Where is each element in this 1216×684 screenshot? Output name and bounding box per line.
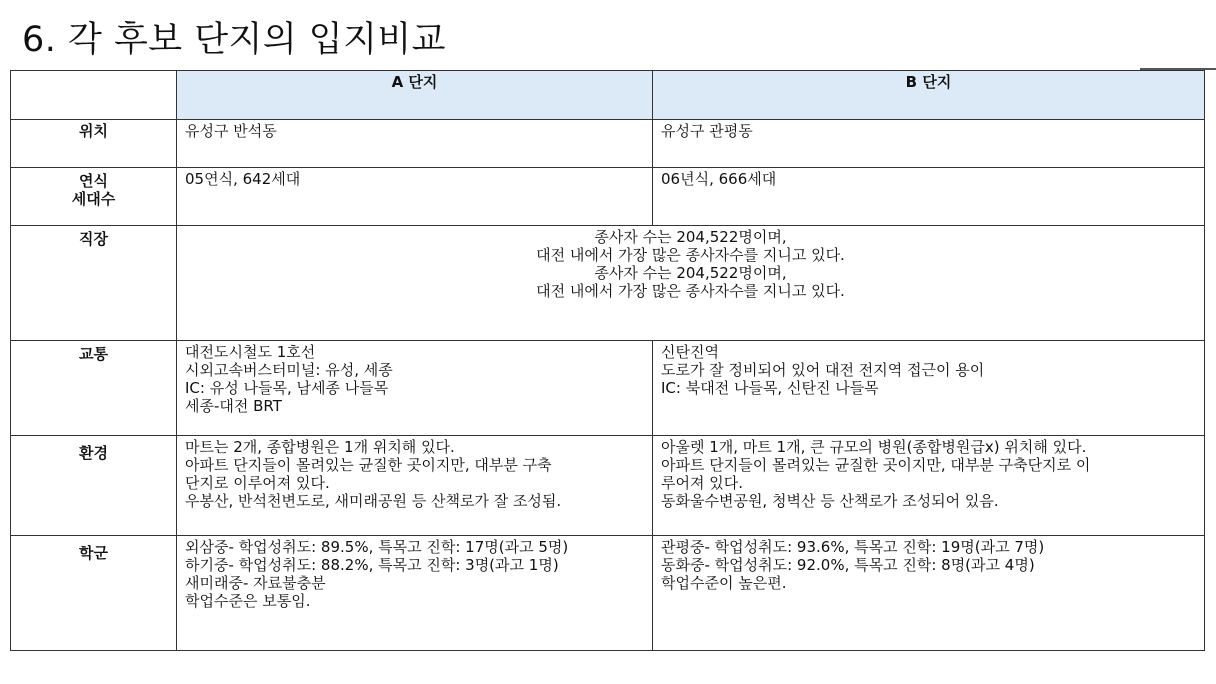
label-age: 연식 bbox=[79, 172, 108, 190]
age-b: 06년식, 666세대 bbox=[653, 168, 1205, 226]
row-school-district bbox=[11, 536, 1205, 651]
row-transport bbox=[11, 341, 1205, 436]
environment-a-line: 우봉산, 반석천변도로, 새미래공원 등 산책로가 잘 조성됨. bbox=[185, 492, 562, 510]
label-households: 세대수 bbox=[71, 190, 116, 208]
jobs-line: 대전 내에서 가장 많은 종사자수를 지니고 있다. bbox=[536, 246, 845, 264]
label-location: 위치 bbox=[11, 120, 177, 168]
environment-b-line: 동화울수변공원, 청벽산 등 산책로가 조성되어 있음. bbox=[661, 492, 999, 510]
label-environment: 환경 bbox=[11, 436, 177, 536]
location-a: 유성구 반석동 bbox=[177, 120, 653, 168]
header-blank-cell bbox=[11, 71, 177, 120]
location-b: 유성구 관평동 bbox=[653, 120, 1205, 168]
comparison-table bbox=[10, 70, 1205, 651]
age-a: 05연식, 642세대 bbox=[177, 168, 653, 226]
transport-a bbox=[177, 341, 653, 436]
school-a bbox=[177, 536, 653, 651]
environment-a bbox=[177, 436, 653, 536]
row-jobs bbox=[11, 226, 1205, 341]
school-b bbox=[653, 536, 1205, 651]
transport-a-line: IC: 유성 나들목, 남세종 나들목 bbox=[185, 379, 389, 397]
school-a-line: 학업수준은 보통임. bbox=[185, 592, 311, 610]
environment-b-line: 루어져 있다. bbox=[661, 474, 743, 492]
environment-b bbox=[653, 436, 1205, 536]
environment-b-line: 아울렛 1개, 마트 1개, 큰 규모의 병원(종합병원급x) 위치해 있다. bbox=[661, 438, 1087, 456]
label-age-households bbox=[11, 168, 177, 226]
transport-a-line: 대전도시철도 1호선 bbox=[185, 343, 316, 361]
header-row bbox=[11, 71, 1205, 120]
label-school-district: 학군 bbox=[11, 536, 177, 651]
header-complex-a: A 단지 bbox=[177, 71, 653, 120]
transport-b-line: IC: 북대전 나들목, 신탄진 나들목 bbox=[661, 379, 879, 397]
jobs-line: 대전 내에서 가장 많은 종사자수를 지니고 있다. bbox=[536, 282, 845, 300]
school-a-line: 새미래중- 자료불충분 bbox=[185, 574, 326, 592]
transport-b bbox=[653, 341, 1205, 436]
school-b-line: 동화중- 학업성취도: 92.0%, 특목고 진학: 8명(과고 4명) bbox=[661, 556, 1035, 574]
environment-b-line: 아파트 단지들이 몰려있는 균질한 곳이지만, 대부분 구축단지로 이 bbox=[661, 456, 1091, 474]
environment-a-line: 단지로 이루어져 있다. bbox=[185, 474, 330, 492]
transport-b-line: 도로가 잘 정비되어 있어 대전 전지역 접근이 용이 bbox=[661, 361, 985, 379]
environment-a-line: 아파트 단지들이 몰려있는 균질한 곳이지만, 대부분 구축 bbox=[185, 456, 552, 474]
label-transport: 교통 bbox=[11, 341, 177, 436]
header-complex-b: B 단지 bbox=[653, 71, 1205, 120]
page-title: 6. 각 후보 단지의 입지비교 bbox=[22, 20, 446, 60]
jobs-line: 종사자 수는 204,522명이며, bbox=[594, 228, 787, 246]
row-environment bbox=[11, 436, 1205, 536]
school-b-line: 학업수준이 높은편. bbox=[661, 574, 787, 592]
row-age-households bbox=[11, 168, 1205, 226]
environment-a-line: 마트는 2개, 종합병원은 1개 위치해 있다. bbox=[185, 438, 455, 456]
school-b-line: 관평중- 학업성취도: 93.6%, 특목고 진학: 19명(과고 7명) bbox=[661, 538, 1045, 556]
jobs-merged-cell bbox=[177, 226, 1205, 341]
school-a-line: 하기중- 학업성취도: 88.2%, 특목고 진학: 3명(과고 1명) bbox=[185, 556, 559, 574]
label-jobs: 직장 bbox=[11, 226, 177, 341]
transport-a-line: 시외고속버스터미널: 유성, 세종 bbox=[185, 361, 393, 379]
transport-a-line: 세종-대전 BRT bbox=[185, 397, 282, 415]
row-location bbox=[11, 120, 1205, 168]
school-a-line: 외삼중- 학업성취도: 89.5%, 특목고 진학: 17명(과고 5명) bbox=[185, 538, 569, 556]
transport-b-line: 신탄진역 bbox=[661, 343, 719, 361]
jobs-line: 종사자 수는 204,522명이며, bbox=[594, 264, 787, 282]
